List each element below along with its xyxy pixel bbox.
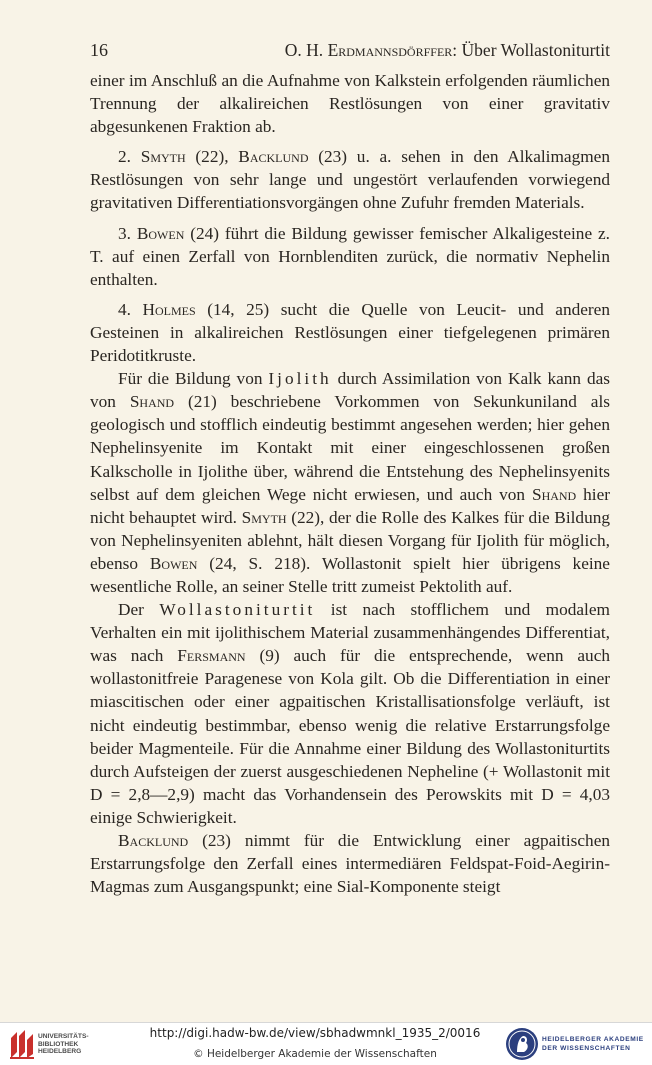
paragraph-1: einer im Anschluß an die Aufnahme von Kalkstein erfolgenden räumlichen Trennung der alkalireichen Restlösungen von einer gravitativ abgesunkenen Fraktion ab. <box>90 71 610 137</box>
author-ref: Shand <box>531 484 577 504</box>
paragraph-7: Backlund (23) nimmt für die Entwicklung einer agpaitischen Erstarrungsfolge den Zerfall eines intermediären Feldspat-Foid-Aegirin-Magmas zum Ausgangspunkt; eine Sial-Komponente steigt <box>90 831 610 897</box>
paragraph-3: 3. Bowen (24) führt die Bildung gewisser femischer Alkaligesteine z. T. auf einen Zerfall von Hornblenditen zurück, die normativ Nephelin enthalten. <box>90 223 610 289</box>
author-name: Erdmannsdörffer <box>327 40 453 60</box>
author-initials: O. H. <box>284 40 324 60</box>
paragraph-4: 4. Holmes (14, 25) sucht die Quelle von Leucit- und anderen Gesteinen in alkalireichen Restlösungen einer tiefgelegenen primären Peridotitkruste. <box>90 299 610 366</box>
author-ref: Bowen <box>149 553 198 573</box>
academy-logo[interactable] <box>504 1026 650 1062</box>
permalink[interactable]: http://digi.hadw-bw.de/view/sbhadwmnkl_1935_2/0016 <box>149 1026 481 1040</box>
author-ref: Holmes <box>142 299 196 319</box>
author-ref: Backlund <box>238 147 309 167</box>
author-ref: Shand <box>129 392 175 412</box>
running-head <box>285 40 610 61</box>
page-number: 16 <box>90 40 108 60</box>
author-ref: Smyth <box>140 147 186 167</box>
academy-seal-icon <box>504 1026 540 1062</box>
university-library-icon <box>8 1028 36 1060</box>
paragraph-6: Der Wollastoniturtit ist nach stofflichem und modalem Verhalten ein mit ijolithischem Material zusammenhängendes Differentiat, was nach Fersmann (9) auch für die entsprechende, wenn auch wollastonitfreie Paragenese von Kola gilt. Ob die Differentiation in einer miascitischen oder einer agpaitischen Kristallisationsfolge verläuft, ist nicht eindeutig bestimmbar, ebenso wenig die relative Erstarrungsfolge beider Magmenteile. Für die Annahme einer Bildung des Wollastoniturtits durch Aufsteigen der zuerst ausgeschiedenen Nepheline (+ Wollastonit mit D = 2,8—2,9) macht das Vorhandensein des Perowskits mit D = 4,03 einige Schwierigkeit. <box>90 600 610 827</box>
author-ref: Bowen <box>136 223 185 243</box>
spaced-term: Wollastoniturtit <box>159 600 316 620</box>
author-ref: Smyth <box>241 507 287 527</box>
page-header <box>90 40 610 62</box>
academy-name: HEIDELBERGER AKADEMIE DER WISSENSCHAFTEN <box>542 1036 644 1052</box>
author-ref: Fersmann <box>177 646 246 666</box>
paragraph-5: Für die Bildung von Ijolith durch Assimilation von Kalk kann das von Shand (21) beschriebene Vorkommen von Sekunkuniland als geologisch und stofflich eindeutig bestimmt angesehen werden; hier gehen Nephelinsyenite im Kontakt mit einer eingeschlossenen großen Kalkscholle in Ijolithe über, während die Entstehung des Nephelinsyenits selbst auf dem gleichen Wege nicht erwiesen, und auch von Shand hier nicht behauptet wird. Smyth (22), der die Rolle des Kalkes für die Bildung von Nephelinsyeniten ablehnt, hält diesen Vorgang für Ijolith für möglich, ebenso Bowen (24, S. 218). Wollastonit spielt hier übrigens keine wesentliche Rolle, an seiner Stelle tritt zumeist Pektolith auf. <box>90 369 611 596</box>
university-library-name: UNIVERSITÄTS- BIBLIOTHEK HEIDELBERG <box>38 1033 89 1056</box>
body-text <box>90 69 610 898</box>
viewer-footer <box>0 1022 652 1065</box>
copyright-notice: © Heidelberger Akademie der Wissenschaften <box>193 1048 437 1060</box>
university-library-logo[interactable] <box>8 1028 128 1060</box>
author-ref: Backlund <box>118 831 189 850</box>
paragraph-2: 2. Smyth (22), Backlund (23) u. a. sehen in den Alkalimagmen Restlösungen von sehr lange und ungestört verlaufenden vorwiegend gravitativen Differentiationsvorgängen ohne Zufuhr fremden Materials. <box>90 147 610 213</box>
spaced-term: Ijolith <box>268 369 332 389</box>
title-rest: : Über Wollastoniturtit <box>452 40 610 60</box>
